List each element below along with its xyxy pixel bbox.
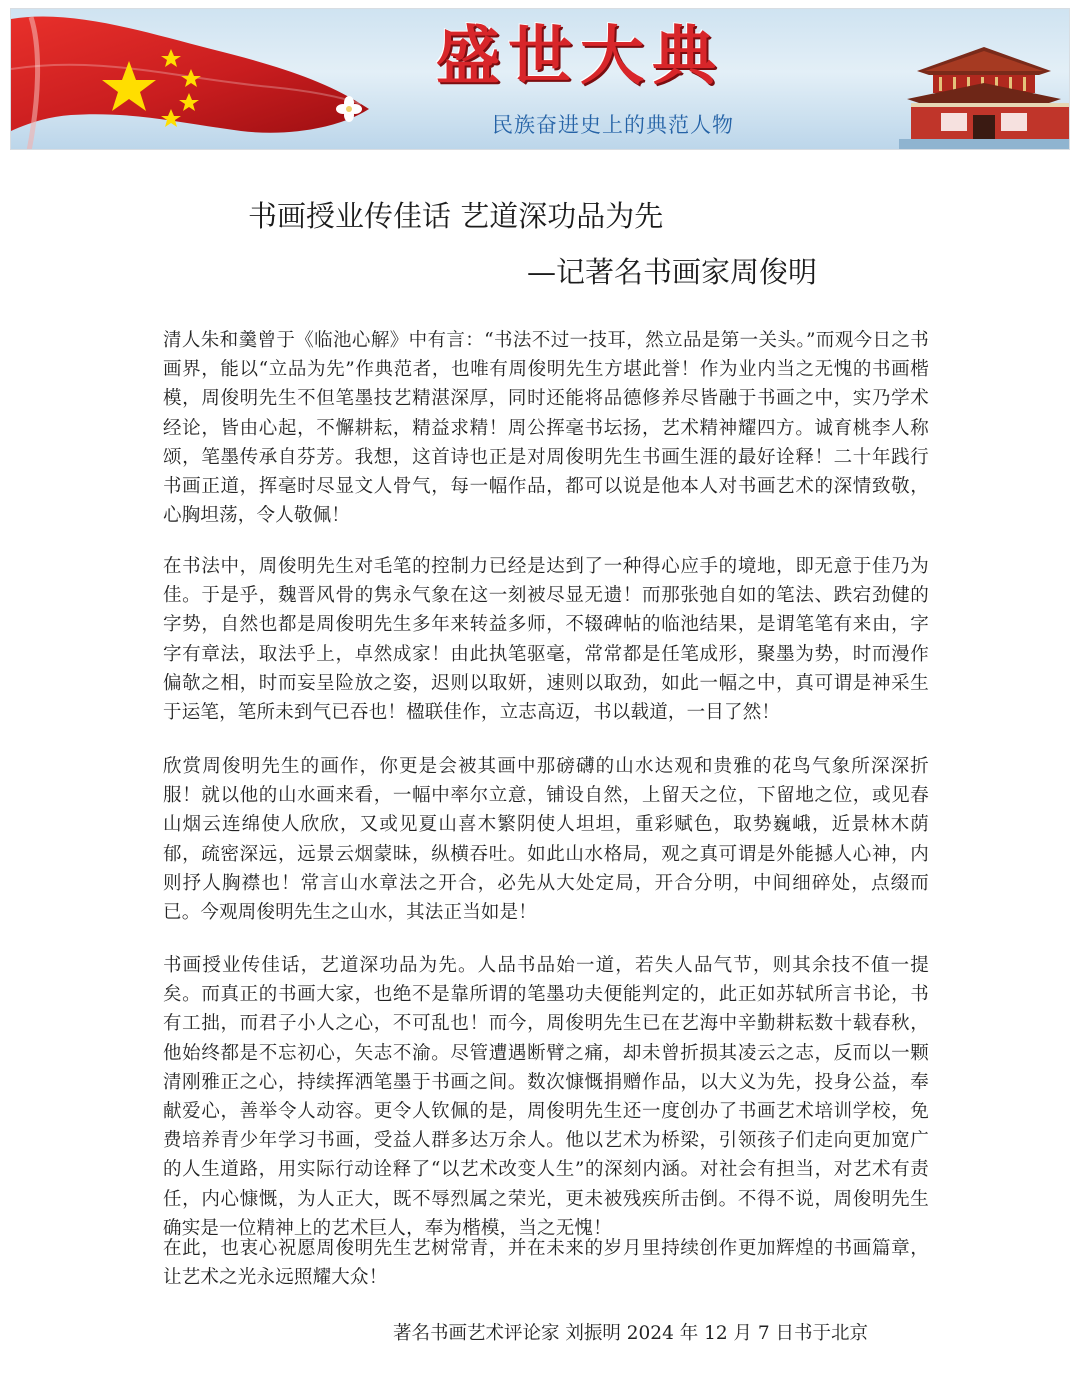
article-paragraph-1 — [163, 326, 929, 530]
banner-subtitle: 民族奋进史上的典范人物 — [492, 113, 734, 137]
red-flag-icon — [11, 9, 431, 150]
paragraph-text: 清人朱和羹曾于《临池心解》中有言：“书法不过一技耳，然立品是第一关头。”而观今日之书画界，能以“立品为先”作典范者，也唯有周俊明先生方堪此誉！作为业内当之无愧的书画楷模，周俊明先生不但笔墨技艺精湛深厚，同时还能将品德修养尽皆融于书画之中，实乃学术经论，皆由心起，不懈耕耘，精益求精！周公挥毫书坛扬，艺术精神耀四方。诚育桃李人称颂，笔墨传承自芬芳。我想，这首诗也正是对周俊明先生书画生涯的最好诠释！二十年践行书画正道，挥毫时尽显文人骨气，每一幅作品，都可以说是他本人对书画艺术的深情致敬，心胸坦荡，令人敬佩！ — [163, 330, 929, 527]
article-paragraph-5 — [163, 1234, 929, 1292]
author-signature: 著名书画艺术评论家 刘振明 2024 年 12 月 7 日书于北京 — [393, 1323, 869, 1344]
header-banner — [10, 8, 1070, 150]
tiananmen-icon — [899, 9, 1069, 150]
paragraph-text: 在此，也衷心祝愿周俊明先生艺树常青，并在未来的岁月里持续创作更加辉煌的书画篇章，让艺术之光永远照耀大众！ — [163, 1238, 929, 1289]
paragraph-text: 书画授业传佳话，艺道深功品为先。人品书品始一道，若失人品气节，则其余技不值一提矣。而真正的书画大家，也绝不是靠所谓的笔墨功夫便能判定的，此正如苏轼所言书论，书有工拙，而君子小人之心，不可乱也！而今，周俊明先生已在艺海中辛勤耕耘数十载春秋，他始终都是不忘初心，矢志不渝。尽管遭遇断臂之痛，却未曾折损其凌云之志，反而以一颗清刚雅正之心，持续挥洒笔墨于书画之间。数次慷慨捐赠作品，以大义为先，投身公益，奉献爱心，善举令人动容。更令人钦佩的是，周俊明先生还一度创办了书画艺术培训学校，免费培养青少年学习书画，受益人群多达万余人。他以艺术为桥梁，引领孩子们走向更加宽广的人生道路，用实际行动诠释了“以艺术改变人生”的深刻内涵。对社会有担当，对艺术有责任，内心慷慨，为人正大，既不辱烈属之荣光，更未被残疾所击倒。不得不说，周俊明先生确实是一位精神上的艺术巨人，奉为楷模，当之无愧！ — [163, 955, 929, 1239]
paragraph-text: 在书法中，周俊明先生对毛笔的控制力已经是达到了一种得心应手的境地，即无意于佳乃为佳。于是乎，魏晋风骨的隽永气象在这一刻被尽显无遗！而那张弛自如的笔法、跌宕劲健的字势，自然也都是周俊明先生多年来转益多师，不辍碑帖的临池结果，是谓笔笔有来由，字字有章法，取法乎上，卓然成家！由此执笔驱毫，常常都是任笔成形，聚墨为势，时而漫作偏欹之相，时而妄呈险放之姿，迟则以取妍，速则以取劲，如此一幅之中，真可谓是神采生于运笔，笔所未到气已吞也！楹联佳作，立志高迈，书以载道，一目了然！ — [163, 556, 929, 724]
article-subtitle: —记著名书画家周俊明 — [527, 255, 818, 289]
article-paragraph-2 — [163, 552, 929, 727]
article-title: 书画授业传佳话 艺道深功品为先 — [248, 199, 664, 233]
article-paragraph-4 — [163, 951, 929, 1243]
banner-title: 盛世大典 — [436, 19, 724, 94]
paragraph-text: 欣赏周俊明先生的画作，你更是会被其画中那磅礴的山水达观和贵雅的花鸟气象所深深折服！就以他的山水画来看，一幅中率尔立意，铺设自然，上留天之位，下留地之位，或见春山烟云连绵使人欣欣，又或见夏山喜木繁阴使人坦坦，重彩赋色，取势巍峨，近景林木荫郁，疏密深远，远景云烟蒙昧，纵横吞吐。如此山水格局，观之真可谓是外能撼人心神，内则抒人胸襟也！常言山水章法之开合，必先从大处定局，开合分明，中间细碎处，点缀而已。今观周俊明先生之山水，其法正当如是！ — [163, 756, 929, 924]
article-paragraph-3 — [163, 752, 929, 927]
